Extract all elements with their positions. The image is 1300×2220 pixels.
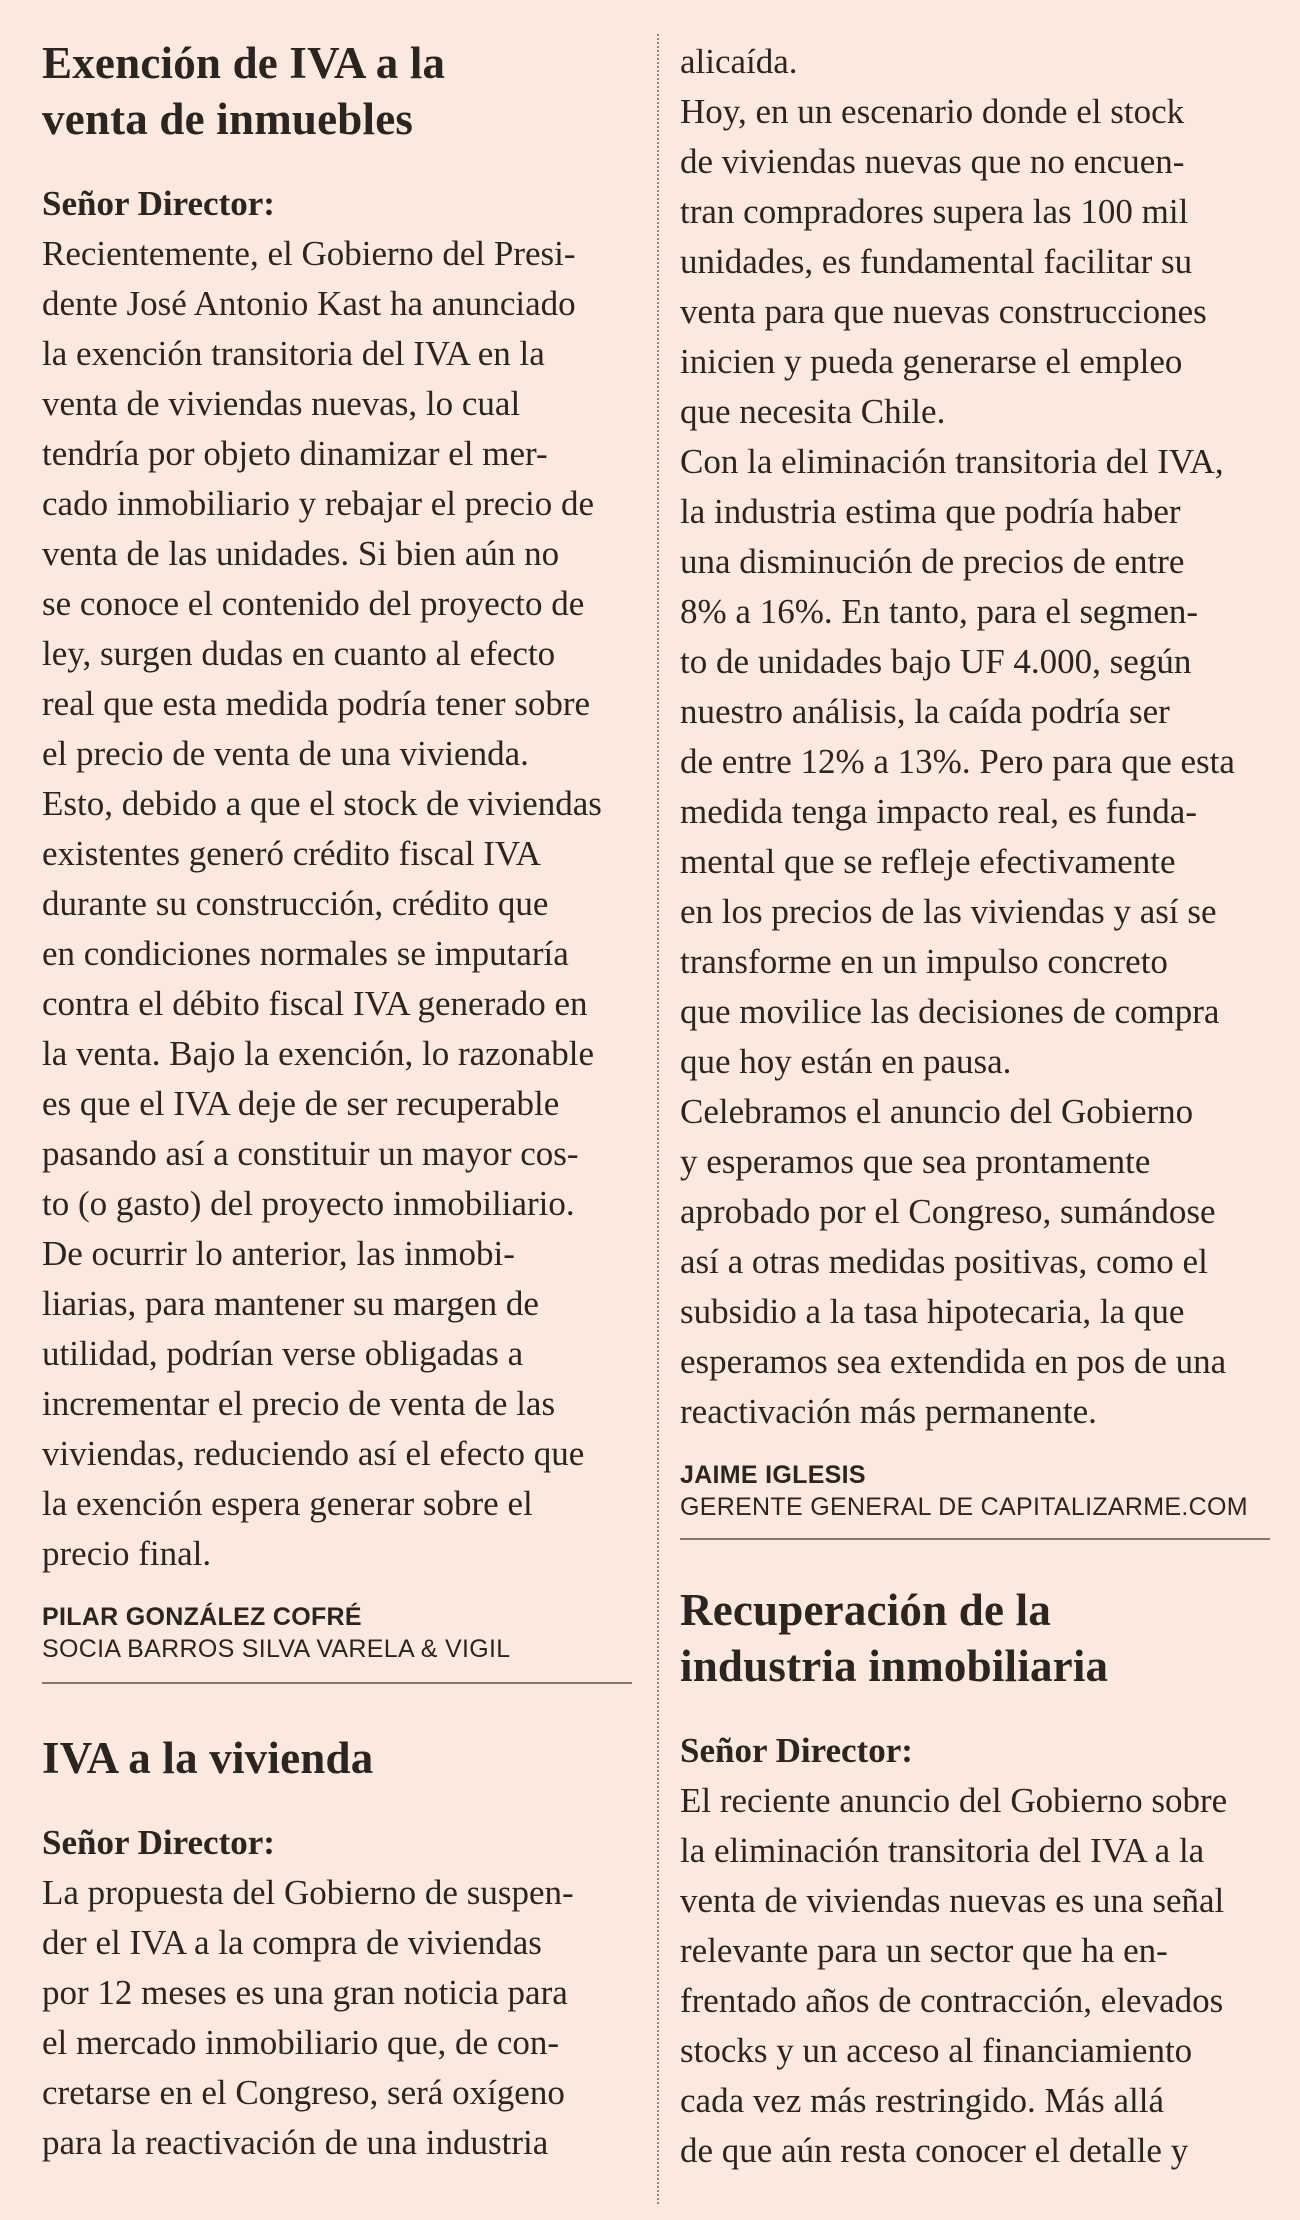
letter-paragraph: De ocurrir lo anterior, las inmobi- liarias, para mantener su margen de utilidad, podrían verse obligadas a incrementar el precio de venta de las viviendas, reduciendo así el efecto que la exención espera generar sobre el precio final. xyxy=(42,1234,585,1573)
letter-salutation: Señor Director: xyxy=(42,1823,275,1862)
letter-signature xyxy=(680,1459,1270,1523)
letter-paragraph: Recientemente, el Gobierno del Presi- dente José Antonio Kast ha anunciado la exención transitoria del IVA en la venta de viviendas nuevas, lo cual tendría por objeto dinamizar el mer- cado inmobiliario y rebajar el precio de venta de las unidades. Si bien aún no se conoce el contenido del proyecto de ley, surgen dudas en cuanto al efecto real que esta medida podría tener sobre el precio de venta de una vivienda. xyxy=(42,234,594,773)
section-divider xyxy=(680,1538,1270,1540)
letter-paragraph: Con la eliminación transitoria del IVA, la industria estima que podría haber una disminución de precios de entre 8% a 16%. En tanto, para el segmen- to de unidades bajo UF 4.000, según nuestro análisis, la caída podría ser de entre 12% a 13%. Pero para que esta medida tenga impacto real, es funda- mental que se refleje efectivamente en los precios de las viviendas y así se transforme en un impulso concreto que movilice las decisiones de compra que hoy están en pausa. xyxy=(680,442,1235,1081)
author-title: GERENTE GENERAL DE CAPITALIZARME.COM xyxy=(680,1493,1248,1521)
letter-headline: Exención de IVA a la venta de inmuebles xyxy=(42,38,446,144)
letter-salutation: Señor Director: xyxy=(42,184,275,223)
letter-paragraph: El reciente anuncio del Gobierno sobre la eliminación transitoria del IVA a la venta de viviendas nuevas es una señal relevante para un sector que ha en- frentado años de contracción, elevados stocks y un acceso al financiamiento cada vez más restringido. Más allá de que aún resta conocer el detalle y xyxy=(680,1781,1228,2170)
letter-paragraph: Esto, debido a que el stock de viviendas existentes generó crédito fiscal IVA durante su construcción, crédito que en condiciones normales se imputaría contra el débito fiscal IVA generado en la venta. Bajo la exención, lo razonable es que el IVA deje de ser recuperable pasando así a constituir un mayor cos- to (o gasto) del proyecto inmobiliario. xyxy=(42,784,602,1223)
letter-paragraph: alicaída. xyxy=(680,42,798,81)
letter-paragraph: Celebramos el anuncio del Gobierno y esperamos que sea prontamente aprobado por el Congreso, sumándose así a otras medidas positivas, como el subsidio a la tasa hipotecaria, la que esperamos sea extendida en pos de una reactivación más permanente. xyxy=(680,1092,1227,1431)
letter-exencion-iva xyxy=(42,35,632,1665)
column-divider xyxy=(657,34,659,2204)
letter-recuperacion-industria xyxy=(680,1582,1270,2176)
author-title: SOCIA BARROS SILVA VARELA & VIGIL xyxy=(42,1635,511,1663)
letter-headline: IVA a la vivienda xyxy=(42,1733,374,1783)
author-name: PILAR GONZÁLEZ COFRÉ xyxy=(42,1603,362,1631)
letter-iva-vivienda-continued xyxy=(680,37,1270,1523)
section-divider xyxy=(42,1682,632,1684)
letter-salutation: Señor Director: xyxy=(680,1731,913,1770)
letter-headline: Recuperación de la industria inmobiliaria xyxy=(680,1585,1109,1691)
letter-paragraph: Hoy, en un escenario donde el stock de viviendas nuevas que no encuen- tran compradores supera las 100 mil unidades, es fundamental facilitar su venta para que nuevas construcciones inicien y pueda generarse el empleo que necesita Chile. xyxy=(680,92,1207,431)
letter-paragraph: La propuesta del Gobierno de suspen- der el IVA a la compra de viviendas por 12 meses es una gran noticia para el mercado inmobiliario que, de con- cretarse en el Congreso, será oxígeno para la reactivación de una industria xyxy=(42,1873,574,2162)
letter-iva-vivienda xyxy=(42,1730,632,2168)
letter-signature xyxy=(42,1601,632,1665)
author-name: JAIME IGLESIS xyxy=(680,1461,866,1489)
